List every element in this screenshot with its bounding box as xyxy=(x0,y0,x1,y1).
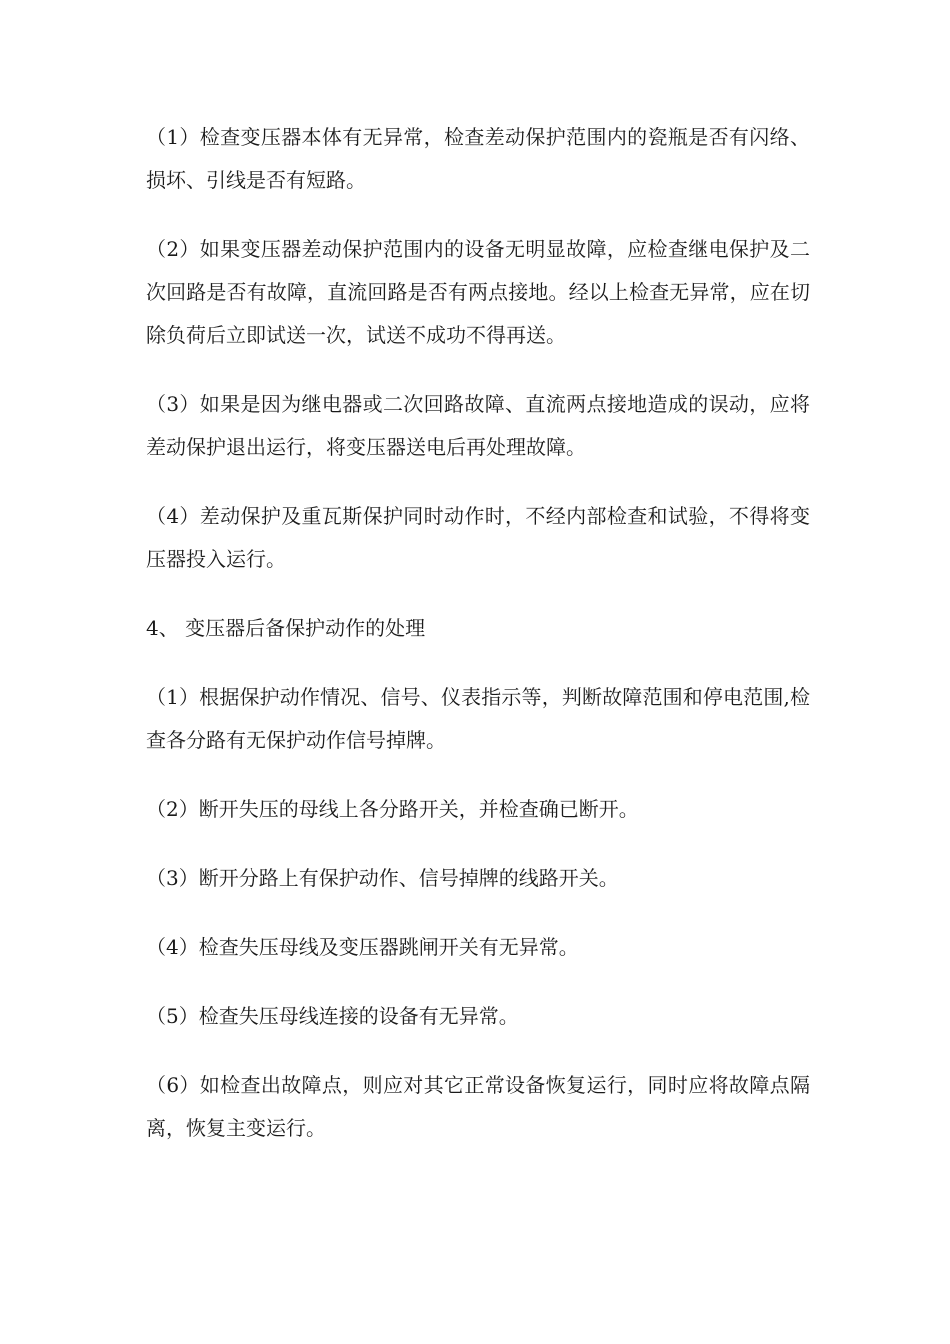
document-body xyxy=(146,116,810,1176)
paragraph-backup-2: （2）断开失压的母线上各分路开关，并检查确已断开。 xyxy=(146,797,639,821)
paragraph-differential-3: （3）如果是因为继电器或二次回路故障、直流两点接地造成的误动，应将差动保护退出运行，将变压器送电后再处理故障。 xyxy=(146,392,810,459)
paragraph-backup-4: （4）检查失压母线及变压器跳闸开关有无异常。 xyxy=(146,935,579,959)
paragraph-differential-4: （4）差动保护及重瓦斯保护同时动作时，不经内部检查和试验，不得将变压器投入运行。 xyxy=(146,504,810,571)
paragraph-backup-3: （3）断开分路上有保护动作、信号掉牌的线路开关。 xyxy=(146,866,619,890)
paragraph-differential-1: （1）检查变压器本体有无异常，检查差动保护范围内的瓷瓶是否有闪络、损坏、引线是否有短路。 xyxy=(146,125,810,192)
paragraph-backup-6: （6）如检查出故障点，则应对其它正常设备恢复运行，同时应将故障点隔离，恢复主变运行。 xyxy=(146,1073,810,1140)
paragraph-differential-2: （2）如果变压器差动保护范围内的设备无明显故障，应检查继电保护及二次回路是否有故障，直流回路是否有两点接地。经以上检查无异常，应在切除负荷后立即试送一次，试送不成功不得再送。 xyxy=(146,237,810,347)
section-heading-backup-protection: 4、 变压器后备保护动作的处理 xyxy=(146,616,426,640)
paragraph-backup-5: （5）检查失压母线连接的设备有无异常。 xyxy=(146,1004,519,1028)
paragraph-backup-1: （1）根据保护动作情况、信号、仪表指示等，判断故障范围和停电范围,检查各分路有无保护动作信号掉牌。 xyxy=(146,685,810,752)
